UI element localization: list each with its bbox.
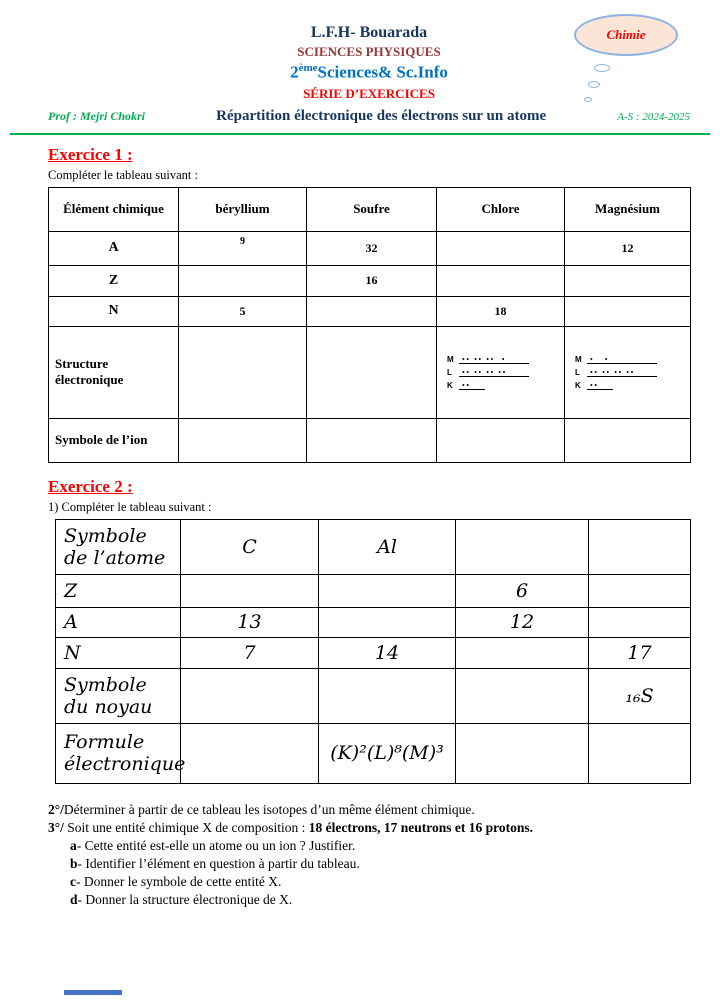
table-row xyxy=(56,723,691,783)
column-header: Soufre xyxy=(307,187,437,231)
table-row xyxy=(56,637,691,668)
row-label: Z xyxy=(56,574,181,607)
table-cell xyxy=(307,418,437,462)
table-cell: 12 xyxy=(565,231,691,265)
row-label: Structure électronique xyxy=(49,326,179,418)
table-cell: Al xyxy=(319,519,456,574)
subject-line: SCIENCES PHYSIQUES xyxy=(297,44,441,59)
table-cell xyxy=(319,668,456,723)
header-divider xyxy=(10,133,710,135)
table-row xyxy=(49,231,691,265)
school-year: A-S : 2024-2025 xyxy=(617,110,690,123)
table-cell xyxy=(437,265,565,296)
table-cell: 5 xyxy=(179,296,307,326)
question-3-number: 3°/ xyxy=(48,819,64,835)
table-cell xyxy=(589,519,691,574)
shell-row xyxy=(575,355,667,364)
subquestion-c xyxy=(70,874,690,890)
question-2-number: 2°/ xyxy=(48,801,64,817)
shell-label: L xyxy=(447,367,452,377)
school-name: L.F.H- Bouarada xyxy=(310,24,428,41)
shell-row xyxy=(575,381,667,390)
table-cell: 9 xyxy=(179,231,307,265)
table-row xyxy=(56,668,691,723)
table-cell xyxy=(437,326,565,418)
column-header: Magnésium xyxy=(565,187,691,231)
subquestion-c-text: - Donner le symbole de cette entité X. xyxy=(76,873,282,889)
series-line: SÉRIE D’EXERCICES xyxy=(303,85,435,101)
subquestion-a xyxy=(70,838,690,854)
subquestion-a-text: - Cette entité est-elle un atome ou un ion ? Justifier. xyxy=(76,837,356,853)
table-cell xyxy=(179,418,307,462)
shell-row xyxy=(447,368,539,377)
table-cell: 13 xyxy=(181,607,319,637)
table-row xyxy=(56,607,691,637)
table-cell xyxy=(307,326,437,418)
table-cell xyxy=(319,574,456,607)
subquestion-b-letter: b xyxy=(70,855,78,871)
question-3-text: Soit une entité chimique X de composition : xyxy=(63,819,309,835)
table-cell: 17 xyxy=(589,637,691,668)
table-cell xyxy=(589,607,691,637)
subquestion-d xyxy=(70,892,690,908)
table-cell xyxy=(456,668,589,723)
table-cell: 6 xyxy=(456,574,589,607)
table-cell: 14 xyxy=(319,637,456,668)
shell-electrons: •• •• •• •• xyxy=(459,369,529,377)
document-title: Répartition électronique des électrons sur un atome xyxy=(216,107,547,124)
shell-electrons: •• •• •• • xyxy=(459,356,529,364)
shell-label: M xyxy=(575,354,582,364)
exercise2-heading: Exercice 2 : xyxy=(48,476,133,496)
table-cell: (K)²(L)⁸(M)³ xyxy=(319,723,456,783)
subquestion-a-letter: a xyxy=(70,837,77,853)
title-row xyxy=(48,108,690,125)
subquestion-b-text: - Identifier l’élément en question à partir du tableau. xyxy=(77,855,360,871)
class-level-prefix: 2 xyxy=(290,62,299,82)
shell-electrons: •• xyxy=(459,382,485,390)
table-cell xyxy=(589,723,691,783)
table-row xyxy=(56,519,691,574)
class-level xyxy=(48,62,690,83)
row-label: Symbole de l’atome xyxy=(56,519,181,574)
row-label: A xyxy=(56,607,181,637)
questions-block xyxy=(48,802,690,908)
table-cell xyxy=(456,637,589,668)
table-cell xyxy=(589,574,691,607)
shell-row xyxy=(447,355,539,364)
shell-electrons: • • xyxy=(587,356,657,364)
subquestion-d-letter: d xyxy=(70,891,78,907)
exercise1-intro: Compléter le tableau suivant : xyxy=(48,167,198,182)
row-label: Z xyxy=(49,265,179,296)
cloud-bubble-icon xyxy=(584,97,592,102)
table-cell: ₁₆S xyxy=(589,668,691,723)
table-row xyxy=(49,265,691,296)
exercise1-heading: Exercice 1 : xyxy=(48,144,133,164)
table-cell xyxy=(565,296,691,326)
cloud-bubble-icon xyxy=(588,81,600,88)
professor-name: Prof : Mejri Chokri xyxy=(48,108,146,123)
column-header: Chlore xyxy=(437,187,565,231)
table-cell: 12 xyxy=(456,607,589,637)
shell-label: K xyxy=(575,380,581,390)
table-row xyxy=(49,326,691,418)
table-cell xyxy=(565,418,691,462)
question-2-text: Déterminer à partir de ce tableau les isotopes d’un même élément chimique. xyxy=(63,801,475,817)
table-cell xyxy=(307,296,437,326)
cloud-bubble-icon xyxy=(594,64,610,72)
row-label: Formule électronique xyxy=(56,723,181,783)
row-label: N xyxy=(49,296,179,326)
table-cell: 7 xyxy=(181,637,319,668)
table-cell xyxy=(565,326,691,418)
subquestion-d-text: - Donner la structure électronique de X. xyxy=(77,891,293,907)
column-header: Élément chimique xyxy=(49,187,179,231)
shell-row xyxy=(575,368,667,377)
table-row xyxy=(49,296,691,326)
table-cell: C xyxy=(181,519,319,574)
exercise1-table xyxy=(48,187,691,463)
table-cell xyxy=(319,607,456,637)
table-cell xyxy=(437,418,565,462)
table-row xyxy=(56,574,691,607)
table-cell xyxy=(181,723,319,783)
shell-row xyxy=(447,381,539,390)
question-3-composition: 18 électrons, 17 neutrons et 16 protons. xyxy=(308,819,533,835)
chimie-cloud-badge: Chimie xyxy=(574,14,678,56)
class-level-superscript: ème xyxy=(298,62,318,74)
electron-structure-diagram-chlore xyxy=(447,355,539,390)
question-3-subitems xyxy=(70,838,690,908)
table-cell xyxy=(181,574,319,607)
shell-electrons: •• xyxy=(587,382,613,390)
table-cell xyxy=(179,326,307,418)
column-header: béryllium xyxy=(179,187,307,231)
table-row xyxy=(49,418,691,462)
class-level-rest: Sciences& Sc.Info xyxy=(317,62,448,82)
question-2 xyxy=(48,802,690,818)
electron-structure-diagram-magnesium xyxy=(575,355,667,390)
shell-label: L xyxy=(575,367,580,377)
table-cell xyxy=(456,519,589,574)
row-label: A xyxy=(49,231,179,265)
table-cell: 32 xyxy=(307,231,437,265)
table-cell xyxy=(565,265,691,296)
table-cell: 16 xyxy=(307,265,437,296)
table-cell: 18 xyxy=(437,296,565,326)
table-cell xyxy=(456,723,589,783)
table-cell xyxy=(437,231,565,265)
row-label: Symbole de l’ion xyxy=(49,418,179,462)
subquestion-b xyxy=(70,856,690,872)
row-label: Symbole du noyau xyxy=(56,668,181,723)
row-label: N xyxy=(56,637,181,668)
table-cell xyxy=(181,668,319,723)
exercise2-table xyxy=(55,519,691,784)
shell-label: K xyxy=(447,380,453,390)
shell-electrons: •• •• •• •• xyxy=(587,369,657,377)
table-row xyxy=(49,187,691,231)
exercise2-intro: 1) Compléter le tableau suivant : xyxy=(48,499,212,514)
shell-label: M xyxy=(447,354,454,364)
table-cell xyxy=(179,265,307,296)
footer-page-marker xyxy=(64,990,122,995)
subquestion-c-letter: c xyxy=(70,873,76,889)
question-3 xyxy=(48,820,690,836)
